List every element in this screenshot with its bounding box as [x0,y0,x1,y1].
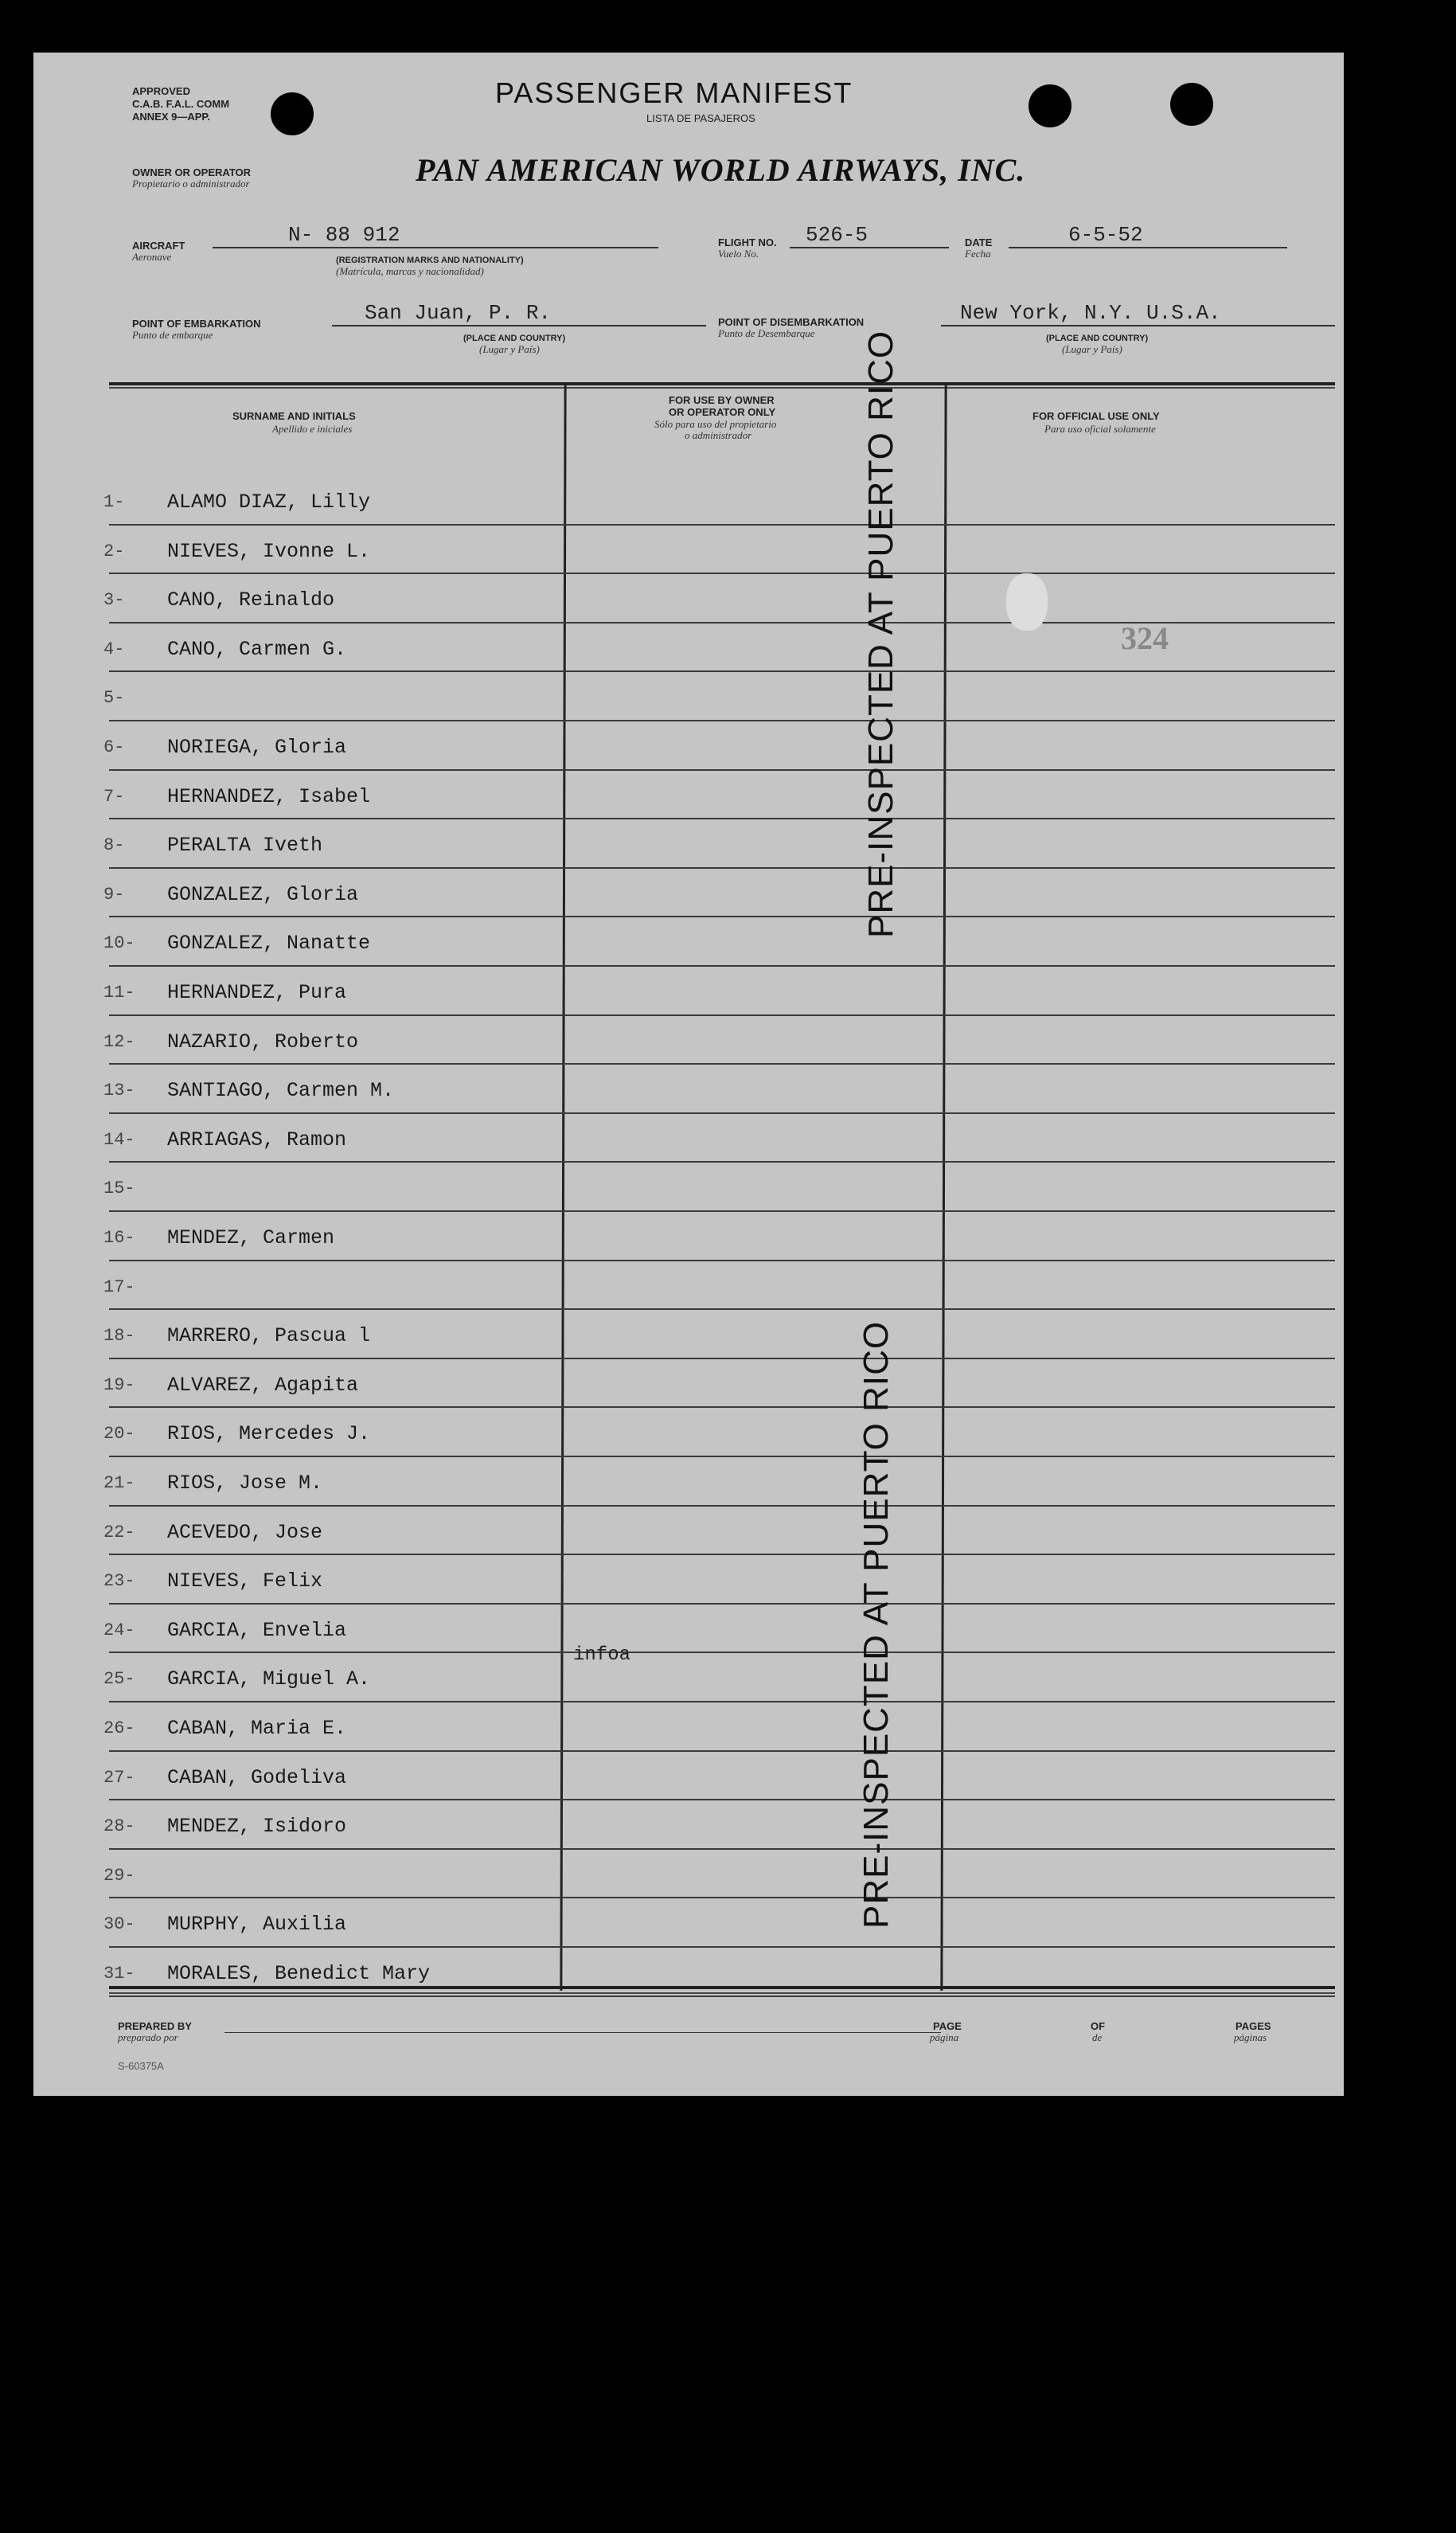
passenger-name: MENDEZ, Carmen [167,1226,335,1249]
passenger-name: CABAN, Maria E. [167,1717,347,1740]
row-number: 13- [103,1081,135,1101]
page-label-es: página [930,2031,959,2043]
punch-hole [1029,84,1072,127]
passenger-name: HERNANDEZ, Isabel [167,784,371,808]
passenger-name: MORALES, Benedict Mary [167,1962,431,1985]
passenger-name: CABAN, Godeliva [167,1765,347,1789]
passenger-name: NIEVES, Ivonne L. [167,539,371,563]
row-rule [109,1946,1335,1948]
row-number: 1- [103,492,125,512]
row-number: 31- [103,1964,135,1984]
row-rule [109,1799,1335,1800]
embarkation-caption-es: (Lugar y País) [479,343,540,355]
passenger-name: RIOS, Jose M. [167,1472,323,1495]
aircraft-label-es: Aeronave [132,251,172,263]
inspection-stamp: PRE-INSPECTED AT PUERTO RICO [857,1320,896,1929]
owner-note: infoa [573,1644,631,1666]
row-rule [109,1014,1335,1016]
row-number: 27- [103,1767,135,1788]
passenger-name: RIOS, Mercedes J. [167,1422,371,1446]
form-number: S-60375A [118,2060,164,2072]
row-rule [109,818,1335,819]
row-number: 28- [103,1816,135,1837]
passenger-name: ACEVEDO, Jose [167,1520,323,1544]
page-title: PASSENGER MANIFEST [495,76,853,109]
of-label-es: de [1092,2031,1103,2043]
row-rule [109,965,1335,967]
passenger-name: ARRIAGAS, Ramon [167,1128,347,1151]
aircraft-value: N- 88 912 [288,223,400,247]
prepared-by-label-es: preparado por [118,2031,178,2043]
pages-label-es: páginas [1234,2031,1267,2043]
row-number: 5- [103,688,125,709]
row-rule [109,1112,1335,1114]
passenger-name: MARRERO, Pascua l [167,1324,371,1348]
owner-label-es: Propietario o administrador [132,178,250,190]
passenger-name: PERALTA Iveth [167,834,323,858]
date-label: DATE [965,236,993,248]
column-header-owner-es: Sólo para uso del propietario [654,418,777,430]
passenger-name: HERNANDEZ, Pura [167,981,347,1004]
row-rule [109,1897,1335,1898]
row-number: 4- [103,639,125,659]
column-header-owner-es: o administrador [685,429,752,441]
row-rule [109,1260,1335,1261]
aircraft-caption: (REGISTRATION MARKS AND NATIONALITY) [336,256,524,265]
column-header-owner: OR OPERATOR ONLY [669,406,776,418]
flight-value: 526-5 [806,223,869,247]
row-number: 26- [103,1718,135,1738]
row-rule [109,1161,1335,1163]
punch-hole [271,92,314,135]
row-number: 6- [103,737,125,757]
row-number: 18- [103,1326,135,1347]
row-number: 2- [103,541,125,561]
aircraft-caption-es: (Matrícula, marcas y nacionalidad) [336,265,484,277]
embarkation-caption: (PLACE AND COUNTRY) [463,334,566,343]
passenger-name: MENDEZ, Isidoro [167,1815,347,1839]
of-label: OF [1091,2020,1106,2032]
embarkation-label: POINT OF EMBARKATION [132,318,261,330]
flight-label-es: Vuelo No. [718,248,759,260]
row-rule [109,670,1335,672]
row-number: 3- [103,590,125,611]
row-number: 9- [103,884,125,905]
manifest-sheet [33,53,1344,2096]
column-header-names-es: Apellido e iniciales [272,423,353,435]
aircraft-label: AIRCRAFT [132,240,185,252]
passenger-name: SANTIAGO, Carmen M. [167,1079,395,1103]
disembarkation-caption: (PLACE AND COUNTRY) [1046,334,1149,343]
row-number: 30- [103,1914,135,1935]
disembarkation-caption-es: (Lugar y País) [1062,343,1122,355]
pages-label: PAGES [1235,2020,1271,2032]
column-header-owner: FOR USE BY OWNER [669,394,775,406]
row-number: 22- [103,1522,135,1542]
row-number: 17- [103,1276,135,1297]
row-rule [109,1456,1335,1457]
approval-line: ANNEX 9—APP. [132,111,211,123]
passenger-name: NIEVES, Felix [167,1569,323,1593]
column-header-official: FOR OFFICIAL USE ONLY [1032,410,1160,422]
passenger-name: GARCIA, Envelia [167,1618,347,1642]
passenger-name: GONZALEZ, Nanatte [167,932,371,956]
row-rule [109,1210,1335,1212]
row-number: 25- [103,1669,135,1690]
disembarkation-label-es: Punto de Desembarque [718,327,815,339]
page-subtitle: LISTA DE PASAJEROS [646,112,755,124]
passenger-name: CANO, Reinaldo [167,588,335,612]
inspection-stamp: PRE-INSPECTED AT PUERTO RICO [861,330,900,938]
passenger-name: ALVAREZ, Agapita [167,1373,359,1397]
column-header-names: SURNAME AND INITIALS [232,410,356,422]
embarkation-label-es: Punto de embarque [132,329,213,341]
passenger-name: MURPHY, Auxilia [167,1913,347,1937]
row-rule [109,769,1335,771]
row-rule [109,1554,1335,1555]
company-name: PAN AMERICAN WORLD AIRWAYS, INC. [416,152,1026,188]
page-label: PAGE [933,2020,962,2032]
owner-label: OWNER OR OPERATOR [132,166,252,178]
row-rule [109,1848,1335,1850]
row-number: 24- [103,1620,135,1640]
row-rule [109,1603,1335,1605]
passenger-name: CANO, Carmen G. [167,637,347,661]
row-rule [109,1406,1335,1408]
row-number: 15- [103,1179,135,1199]
flight-label: FLIGHT NO. [718,236,777,248]
row-rule [109,1750,1335,1752]
row-rule [109,1996,1335,1997]
official-mark: 324 [1121,620,1169,656]
row-number: 29- [103,1865,135,1886]
punch-hole [1170,83,1213,126]
row-rule [109,524,1335,526]
approval-line: C.A.B. F.A.L. COMM [132,98,230,110]
row-number: 20- [103,1424,135,1444]
passenger-name: GARCIA, Miguel A. [167,1667,371,1691]
row-rule [109,1063,1335,1065]
row-number: 16- [103,1228,135,1248]
date-label-es: Fecha [965,248,991,260]
row-rule [109,867,1335,869]
paper-blemish [1006,573,1048,631]
approval-line: APPROVED [132,85,190,97]
row-rule [109,916,1335,917]
row-number: 14- [103,1129,135,1150]
row-rule [109,1505,1335,1507]
row-number: 23- [103,1571,135,1592]
row-rule [109,1308,1335,1310]
column-header-official-es: Para uso oficial solamente [1044,423,1156,435]
row-rule [109,1358,1335,1359]
row-number: 10- [103,933,135,954]
passenger-name: ALAMO DIAZ, Lilly [167,491,371,514]
disembarkation-value: New York, N.Y. U.S.A. [960,301,1221,325]
passenger-name: NAZARIO, Roberto [167,1030,359,1053]
row-number: 21- [103,1473,135,1493]
prepared-by-label: PREPARED BY [118,2020,192,2032]
disembarkation-label: POINT OF DISEMBARKATION [718,316,865,328]
row-number: 12- [103,1031,135,1052]
embarkation-value: San Juan, P. R. [365,301,552,325]
row-number: 11- [103,983,135,1003]
passenger-name: NORIEGA, Gloria [167,736,347,759]
row-number: 8- [103,835,125,856]
row-number: 19- [103,1374,135,1395]
row-rule [109,573,1335,574]
row-number: 7- [103,786,125,807]
row-rule [109,1652,1335,1653]
row-rule [109,720,1335,721]
row-rule [109,1701,1335,1702]
date-value: 6-5-52 [1068,223,1143,247]
passenger-name: GONZALEZ, Gloria [167,882,359,906]
